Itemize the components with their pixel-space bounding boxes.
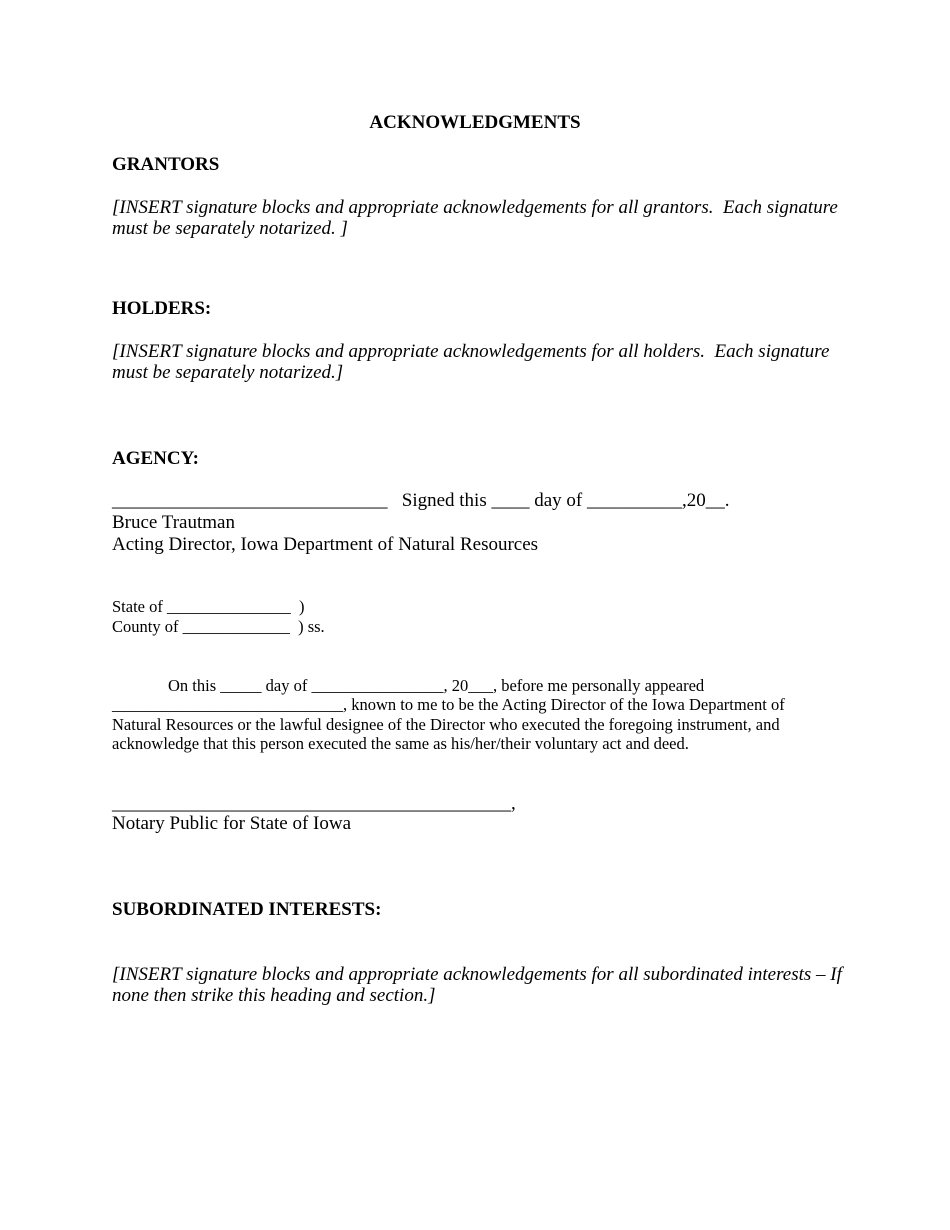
acknowledgment-line-3: Natural Resources or the lawful designee of the Director who executed the foregoing instrument, and [112, 715, 780, 734]
signatory-role: Acting Director, Iowa Department of Natural Resources [112, 534, 539, 555]
notary-signature-line: __________________________________________, [112, 793, 516, 814]
agency-signature-line: _____________________________ Signed this ____ day of __________,20__. [112, 490, 730, 511]
holders-instruction-line-2: must be separately notarized.] [112, 362, 344, 383]
acknowledgment-line-1: On this _____ day of ________________, 20___, before me personally appeared [168, 676, 705, 695]
state-of-line: State of _______________ ) [112, 597, 305, 616]
grantors-instruction-line-1: [INSERT signature blocks and appropriate acknowledgements for all grantors. Each signature [112, 197, 838, 218]
holders-heading: HOLDERS: [112, 298, 212, 319]
subordinated-instruction-line-2: none then strike this heading and section.] [112, 985, 436, 1006]
subordinated-heading: SUBORDINATED INTERESTS: [112, 899, 382, 920]
grantors-heading: GRANTORS [112, 154, 220, 175]
agency-heading: AGENCY: [112, 448, 199, 469]
grantors-instruction-line-2: must be separately notarized. ] [112, 218, 348, 239]
county-of-line: County of _____________ ) ss. [112, 617, 325, 636]
document-title: ACKNOWLEDGMENTS [369, 112, 581, 133]
notary-label: Notary Public for State of Iowa [112, 813, 352, 834]
subordinated-instruction-line-1: [INSERT signature blocks and appropriate acknowledgements for all subordinated interests – If [112, 964, 842, 985]
holders-instruction-line-1: [INSERT signature blocks and appropriate acknowledgements for all holders. Each signature [112, 341, 830, 362]
acknowledgment-line-4: acknowledge that this person executed the same as his/her/their voluntary act and deed. [112, 734, 689, 753]
signatory-name: Bruce Trautman [112, 512, 235, 533]
acknowledgment-line-2: ____________________________, known to me to be the Acting Director of the Iowa Department of [112, 695, 785, 714]
